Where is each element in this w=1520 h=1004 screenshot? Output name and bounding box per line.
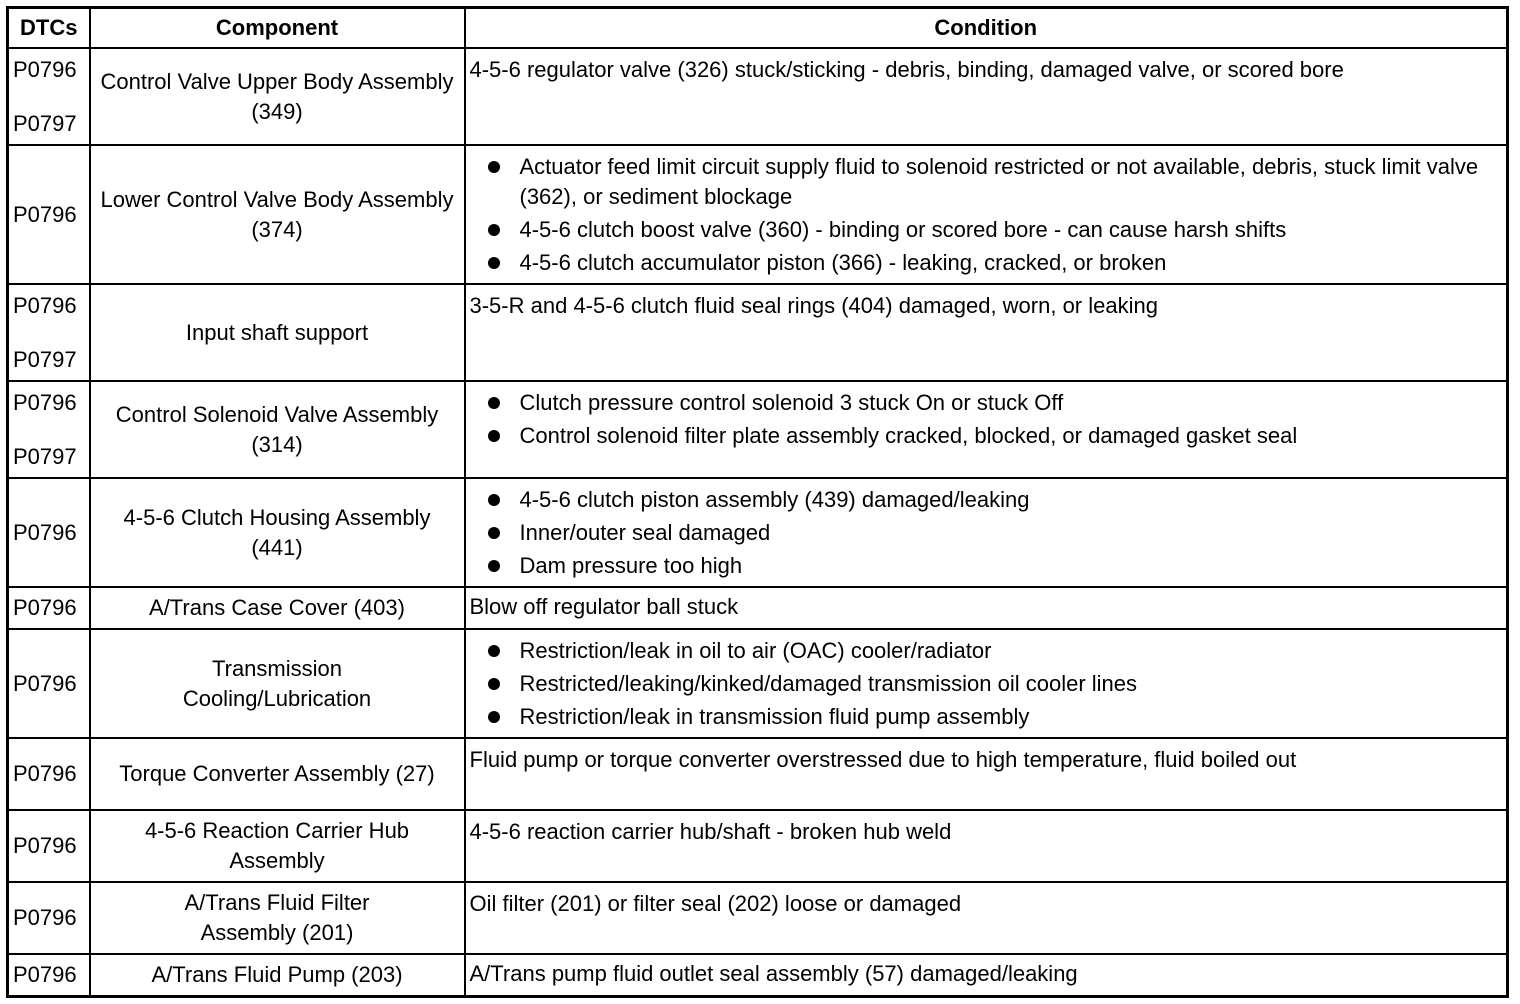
condition-cell: Oil filter (201) or filter seal (202) loose or damaged	[465, 882, 1508, 954]
dtc-code: P0796	[13, 961, 77, 987]
table-row	[8, 954, 1508, 996]
component-cell: 4-5-6 Reaction Carrier Hub Assembly	[90, 810, 465, 882]
dtc-cell	[8, 810, 90, 882]
condition-cell: 4-5-6 regulator valve (326) stuck/sticking - debris, binding, damaged valve, or scored bore	[465, 48, 1508, 145]
condition-text: Inner/outer seal damaged	[519, 520, 771, 545]
condition-list	[470, 636, 1501, 732]
component-cell: 4-5-6 Clutch Housing Assembly (441)	[90, 478, 465, 587]
condition-text: 4-5-6 clutch boost valve (360) - binding or scored bore - can cause harsh shifts	[519, 217, 1287, 242]
bullet-icon	[488, 257, 500, 269]
condition-cell: 4-5-6 reaction carrier hub/shaft - broken hub weld	[465, 810, 1508, 882]
dtc-cell	[8, 381, 90, 478]
condition-cell	[465, 381, 1508, 478]
list-item	[520, 702, 1501, 732]
table-row	[8, 738, 1508, 810]
dtc-code: P0796	[13, 57, 77, 82]
component-cell: A/Trans Fluid Filter Assembly (201)	[90, 882, 465, 954]
dtc-cell	[8, 738, 90, 810]
condition-text: Restriction/leak in transmission fluid pump assembly	[519, 704, 1030, 729]
table-row	[8, 587, 1508, 629]
condition-text: Restricted/leaking/kinked/damaged transmission oil cooler lines	[519, 671, 1138, 696]
bullet-icon	[488, 678, 500, 690]
dtc-code: P0797	[13, 347, 77, 372]
condition-text: 4-5-6 clutch piston assembly (439) damaged/leaking	[519, 487, 1030, 512]
component-cell: Torque Converter Assembly (27)	[90, 738, 465, 810]
component-cell: Lower Control Valve Body Assembly (374)	[90, 145, 465, 284]
table-row	[8, 810, 1508, 882]
condition-text: Clutch pressure control solenoid 3 stuck On or stuck Off	[519, 390, 1064, 415]
dtc-code: P0796	[13, 201, 77, 227]
dtc-code: P0796	[13, 905, 77, 930]
condition-text: Restriction/leak in oil to air (OAC) cooler/radiator	[519, 638, 992, 663]
component-cell: Input shaft support	[90, 284, 465, 381]
bullet-icon	[488, 645, 500, 657]
bullet-icon	[488, 711, 500, 723]
dtc-code: P0797	[13, 111, 77, 136]
list-item	[520, 421, 1501, 451]
condition-list	[470, 152, 1501, 278]
dtc-code: P0796	[13, 519, 77, 545]
condition-cell	[465, 629, 1508, 738]
table-row	[8, 629, 1508, 738]
dtc-code: P0796	[13, 670, 77, 696]
dtc-code: P0796	[13, 761, 77, 786]
bullet-icon	[488, 397, 500, 409]
list-item	[520, 152, 1501, 212]
list-item	[520, 248, 1501, 278]
condition-text: Dam pressure too high	[519, 553, 743, 578]
condition-list	[470, 485, 1501, 581]
condition-cell: A/Trans pump fluid outlet seal assembly (57) damaged/leaking	[465, 954, 1508, 996]
dtc-code: P0796	[13, 390, 77, 415]
header-dtcs: DTCs	[8, 8, 90, 49]
condition-text: 4-5-6 clutch accumulator piston (366) - leaking, cracked, or broken	[519, 250, 1167, 275]
header-condition: Condition	[465, 8, 1508, 49]
bullet-icon	[488, 527, 500, 539]
bullet-icon	[488, 161, 500, 173]
component-cell: Control Solenoid Valve Assembly (314)	[90, 381, 465, 478]
dtc-cell	[8, 629, 90, 738]
dtc-code: P0797	[13, 444, 77, 469]
condition-cell: Blow off regulator ball stuck	[465, 587, 1508, 629]
component-cell: Control Valve Upper Body Assembly (349)	[90, 48, 465, 145]
dtc-code: P0796	[13, 595, 77, 620]
dtc-cell	[8, 284, 90, 381]
component-cell: A/Trans Fluid Pump (203)	[90, 954, 465, 996]
condition-cell	[465, 145, 1508, 284]
condition-cell: Fluid pump or torque converter overstressed due to high temperature, fluid boiled out	[465, 738, 1508, 810]
list-item	[520, 669, 1501, 699]
condition-list	[470, 388, 1501, 451]
bullet-icon	[488, 560, 500, 572]
table-row	[8, 48, 1508, 145]
header-component: Component	[90, 8, 465, 49]
list-item	[520, 518, 1501, 548]
dtc-cell	[8, 145, 90, 284]
table-row	[8, 145, 1508, 284]
dtc-cell	[8, 48, 90, 145]
table-row	[8, 284, 1508, 381]
list-item	[520, 551, 1501, 581]
dtc-code: P0796	[13, 833, 77, 858]
list-item	[520, 485, 1501, 515]
list-item	[520, 215, 1501, 245]
condition-text: Actuator feed limit circuit supply fluid to solenoid restricted or not available, debris, stuck limit valve (362), or sediment blockage	[519, 154, 1479, 209]
table-row	[8, 381, 1508, 478]
component-cell: A/Trans Case Cover (403)	[90, 587, 465, 629]
dtc-cell	[8, 954, 90, 996]
table-row	[8, 478, 1508, 587]
dtc-code: P0796	[13, 293, 77, 318]
table-row	[8, 882, 1508, 954]
dtc-cell	[8, 478, 90, 587]
bullet-icon	[488, 224, 500, 236]
dtc-cell	[8, 587, 90, 629]
list-item	[520, 388, 1501, 418]
dtc-table	[6, 6, 1509, 998]
bullet-icon	[488, 430, 500, 442]
component-cell: Transmission Cooling/Lubrication	[90, 629, 465, 738]
condition-cell	[465, 478, 1508, 587]
condition-text: Control solenoid filter plate assembly cracked, blocked, or damaged gasket seal	[519, 423, 1298, 448]
condition-cell: 3-5-R and 4-5-6 clutch fluid seal rings (404) damaged, worn, or leaking	[465, 284, 1508, 381]
header-row	[8, 8, 1508, 49]
list-item	[520, 636, 1501, 666]
dtc-cell	[8, 882, 90, 954]
bullet-icon	[488, 494, 500, 506]
